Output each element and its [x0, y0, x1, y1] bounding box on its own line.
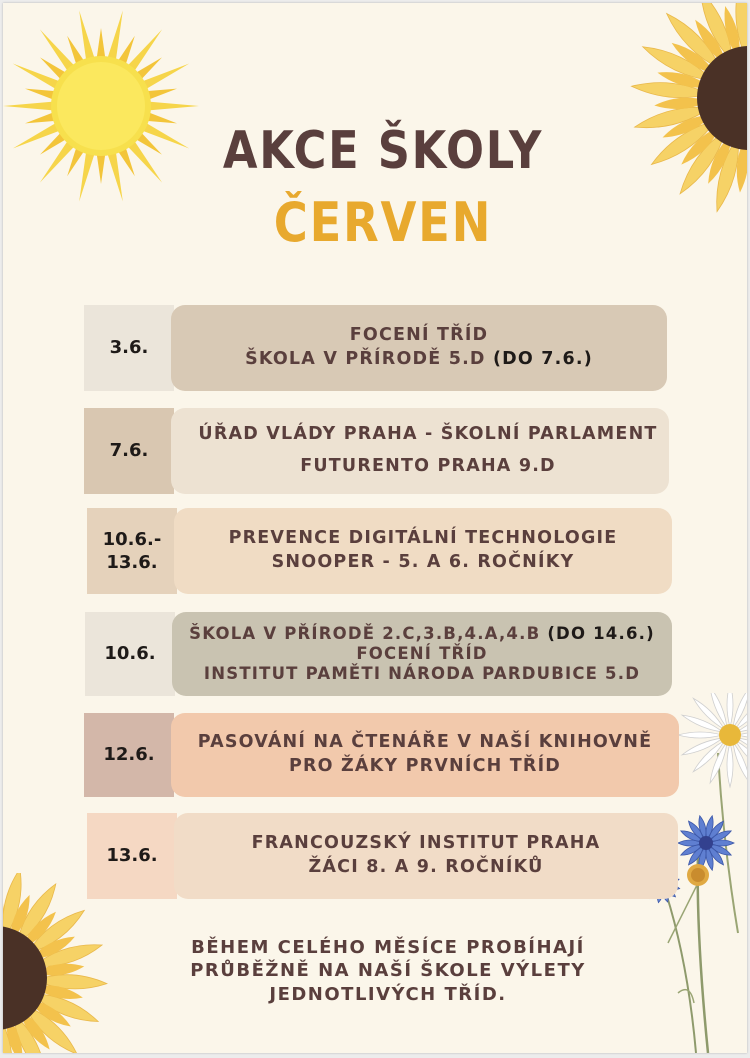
- footer-line: BĚHEM CELÉHO MĚSÍCE PROBÍHAJÍ: [191, 937, 585, 958]
- event-description: [171, 713, 679, 797]
- event-line: INSTITUT PAMĚTI NÁRODA PARDUBICE 5.D: [203, 663, 641, 683]
- event-line: FRANCOUZSKÝ INSTITUT PRAHA: [251, 833, 601, 854]
- event-description: [174, 813, 678, 899]
- event-date: 13.6.: [87, 813, 177, 899]
- event-line: ŽÁCI 8. A 9. ROČNÍKŮ: [308, 857, 544, 877]
- event-line: PASOVÁNÍ NA ČTENÁŘE V NAŠÍ KNIHOVNĚ: [197, 732, 653, 753]
- page-title: AKCE ŠKOLY: [222, 121, 544, 181]
- event-date: 7.6.: [84, 408, 174, 494]
- event-description: [171, 305, 667, 391]
- poster: [3, 3, 747, 1053]
- event-date: 3.6.: [84, 305, 174, 391]
- event-date: 10.6.: [85, 612, 175, 696]
- sun-icon: [3, 3, 208, 213]
- event-line: ŠKOLA V PŘÍRODĚ 5.D (DO 7.6.): [245, 349, 593, 369]
- event-line: FOCENÍ TŘÍD: [349, 325, 489, 346]
- footer-note: [153, 936, 623, 1006]
- event-description: [172, 612, 672, 696]
- event-description: [174, 508, 672, 594]
- event-description: [171, 408, 669, 494]
- footer-line: JEDNOTLIVÝCH TŘÍD.: [269, 983, 507, 1005]
- event-line: SNOOPER - 5. A 6. ROČNÍKY: [271, 552, 575, 572]
- event-line: PRO ŽÁKY PRVNÍCH TŘÍD: [288, 756, 562, 776]
- sunflower-icon: [3, 873, 123, 1053]
- footer-line: PRŮBĚŽNĚ NA NAŠÍ ŠKOLE VÝLETY: [190, 960, 586, 982]
- event-line: FUTURENTO PRAHA 9.D: [300, 456, 556, 476]
- event-date: 12.6.: [84, 713, 174, 797]
- event-line: PREVENCE DIGITÁLNÍ TECHNOLOGIE: [228, 528, 618, 549]
- event-line: ŠKOLA V PŘÍRODĚ 2.C,3.B,4.A,4.B (DO 14.6.): [189, 624, 655, 644]
- event-date: 10.6.- 13.6.: [87, 508, 177, 594]
- event-line: FOCENÍ TŘÍD: [356, 644, 488, 664]
- event-line: ÚŘAD VLÁDY PRAHA - ŠKOLNÍ PARLAMENT: [198, 424, 658, 445]
- page-subtitle-month: ČERVEN: [273, 191, 493, 254]
